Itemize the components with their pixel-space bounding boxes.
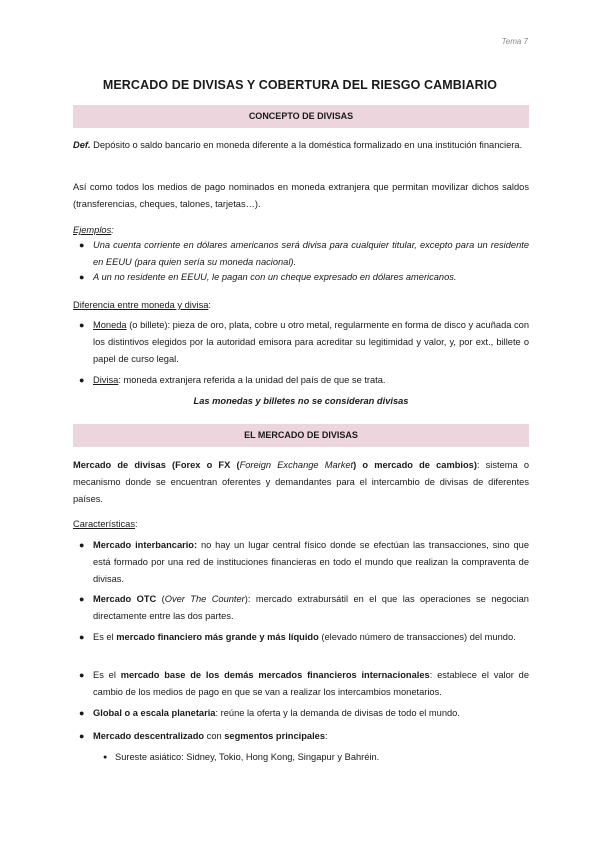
paragraph-medios-pago: Así como todos los medios de pago nominados en moneda extranjera que permitan movilizar dichos saldos (transferencias, cheques, talones, tarjetas…). xyxy=(73,182,529,209)
list-item-mercado-base xyxy=(79,667,529,701)
list-item-global xyxy=(79,705,529,722)
section-heading-concepto: CONCEPTO DE DIVISAS xyxy=(73,105,529,128)
examples-label: Ejemplos xyxy=(73,225,112,235)
bullet-icon: ● xyxy=(79,708,85,718)
def-text: Depósito o saldo bancario en moneda diferente a la doméstica formalizado en una institución financiera. xyxy=(93,140,523,150)
intro-rest: : sistema o mecanismo donde se encuentran oferentes y demandantes para el intercambio de divisas de diferentes países. xyxy=(73,460,529,504)
examples-colon: : xyxy=(111,225,114,235)
note-monedas-billetes: Las monedas y billetes no se consideran divisas xyxy=(193,396,409,406)
divisa-text: : moneda extranjera referida a la unidad del país de que se trata. xyxy=(118,375,386,385)
page-title: MERCADO DE DIVISAS Y COBERTURA DEL RIESGO CAMBIARIO xyxy=(102,78,498,92)
item-italic: Over The Counter xyxy=(164,594,245,604)
list-item-example-2 xyxy=(79,269,529,286)
item-mid: con xyxy=(204,731,225,741)
example-text-1: Una cuenta corriente en dólares americanos será divisa para cualquier titular, excepto para un residente en EEUU (para quien sería su moneda nacional). xyxy=(93,240,529,267)
bullet-icon: ● xyxy=(79,731,85,741)
bullet-icon: ● xyxy=(103,754,108,761)
item-bold: Mercado OTC xyxy=(93,594,157,604)
item-rest: : establece el valor de cambio de los medios de pago en que se van a realizar los intercambios monetarios. xyxy=(93,670,529,697)
item-rest: : reúne la oferta y la demanda de divisas de todo el mundo. xyxy=(215,708,460,718)
difference-label: Diferencia entre moneda y divisa xyxy=(73,300,209,310)
intro-italic: Foreign Exchange Market xyxy=(239,460,354,470)
item-bold-2: segmentos principales xyxy=(224,731,325,741)
difference-colon: : xyxy=(208,300,211,310)
list-item-otc xyxy=(79,591,529,625)
item-bold: Mercado descentralizado xyxy=(93,731,205,741)
item-rest: : xyxy=(325,731,328,741)
item-bold: Global o a escala planetaria xyxy=(93,708,216,718)
bullet-icon: ● xyxy=(79,320,85,330)
item-rest: (elevado número de transacciones) del mundo. xyxy=(318,632,516,642)
item-rest: ): mercado extrabursátil en el que las operaciones se negocian directamente entre las dos partes. xyxy=(93,594,529,621)
item-bold: mercado financiero más grande y más líquido xyxy=(116,632,319,642)
bullet-icon: ● xyxy=(79,540,85,550)
mercado-intro-paragraph xyxy=(73,457,529,508)
sub-list-item-asia xyxy=(103,749,529,766)
divisa-term: Divisa xyxy=(93,375,119,385)
bullet-icon: ● xyxy=(79,594,85,604)
definition-paragraph xyxy=(73,137,529,154)
intro-bold-2: ) o mercado de cambios) xyxy=(353,460,477,470)
bullet-icon: ● xyxy=(79,632,85,642)
list-item-example-1 xyxy=(79,237,529,271)
item-rest: no hay un lugar central físico donde se efectúan las transacciones, sino que está formado por una red de instituciones financieras en todo el mundo que realizan la compraventa de divisas. xyxy=(93,540,529,584)
item-pre: Es el xyxy=(93,670,121,680)
bullet-icon: ● xyxy=(79,272,85,282)
bullet-icon: ● xyxy=(79,375,85,385)
moneda-term: Moneda xyxy=(93,320,127,330)
subitem-text: Sureste asiático: Sidney, Tokio, Hong Kong, Singapur y Bahréin. xyxy=(115,752,380,762)
list-item-interbancario xyxy=(79,537,529,588)
example-text-2: A un no residente en EEUU, le pagan con un cheque expresado en dólares americanos. xyxy=(93,272,457,282)
list-item-descentralizado xyxy=(79,728,529,745)
intro-bold-1: Mercado de divisas (Forex o FX ( xyxy=(73,460,240,470)
page-header-tema: Tema 7 xyxy=(501,37,528,46)
section-heading-mercado: EL MERCADO DE DIVISAS xyxy=(73,424,529,447)
item-bold: Mercado interbancario: xyxy=(93,540,198,550)
characteristics-heading xyxy=(73,516,529,533)
bullet-icon: ● xyxy=(79,670,85,680)
list-item-divisa xyxy=(79,372,529,389)
item-mid: ( xyxy=(156,594,165,604)
list-item-mas-grande xyxy=(79,629,529,646)
moneda-text: (o billete): pieza de oro, plata, cobre u otro metal, regularmente en forma de disco y acuñada con los distintivos elegidos por la autoridad emisora para acreditar su legitimidad y valor, y, por ext., billete o papel de curso legal. xyxy=(93,320,529,364)
item-pre: Es el xyxy=(93,632,117,642)
bullet-icon: ● xyxy=(79,240,85,250)
def-label: Def. xyxy=(73,140,91,150)
characteristics-colon: : xyxy=(135,519,138,529)
difference-heading xyxy=(73,297,529,314)
characteristics-label: Características xyxy=(73,519,135,529)
item-bold: mercado base de los demás mercados financieros internacionales xyxy=(120,670,430,680)
list-item-moneda xyxy=(79,317,529,368)
